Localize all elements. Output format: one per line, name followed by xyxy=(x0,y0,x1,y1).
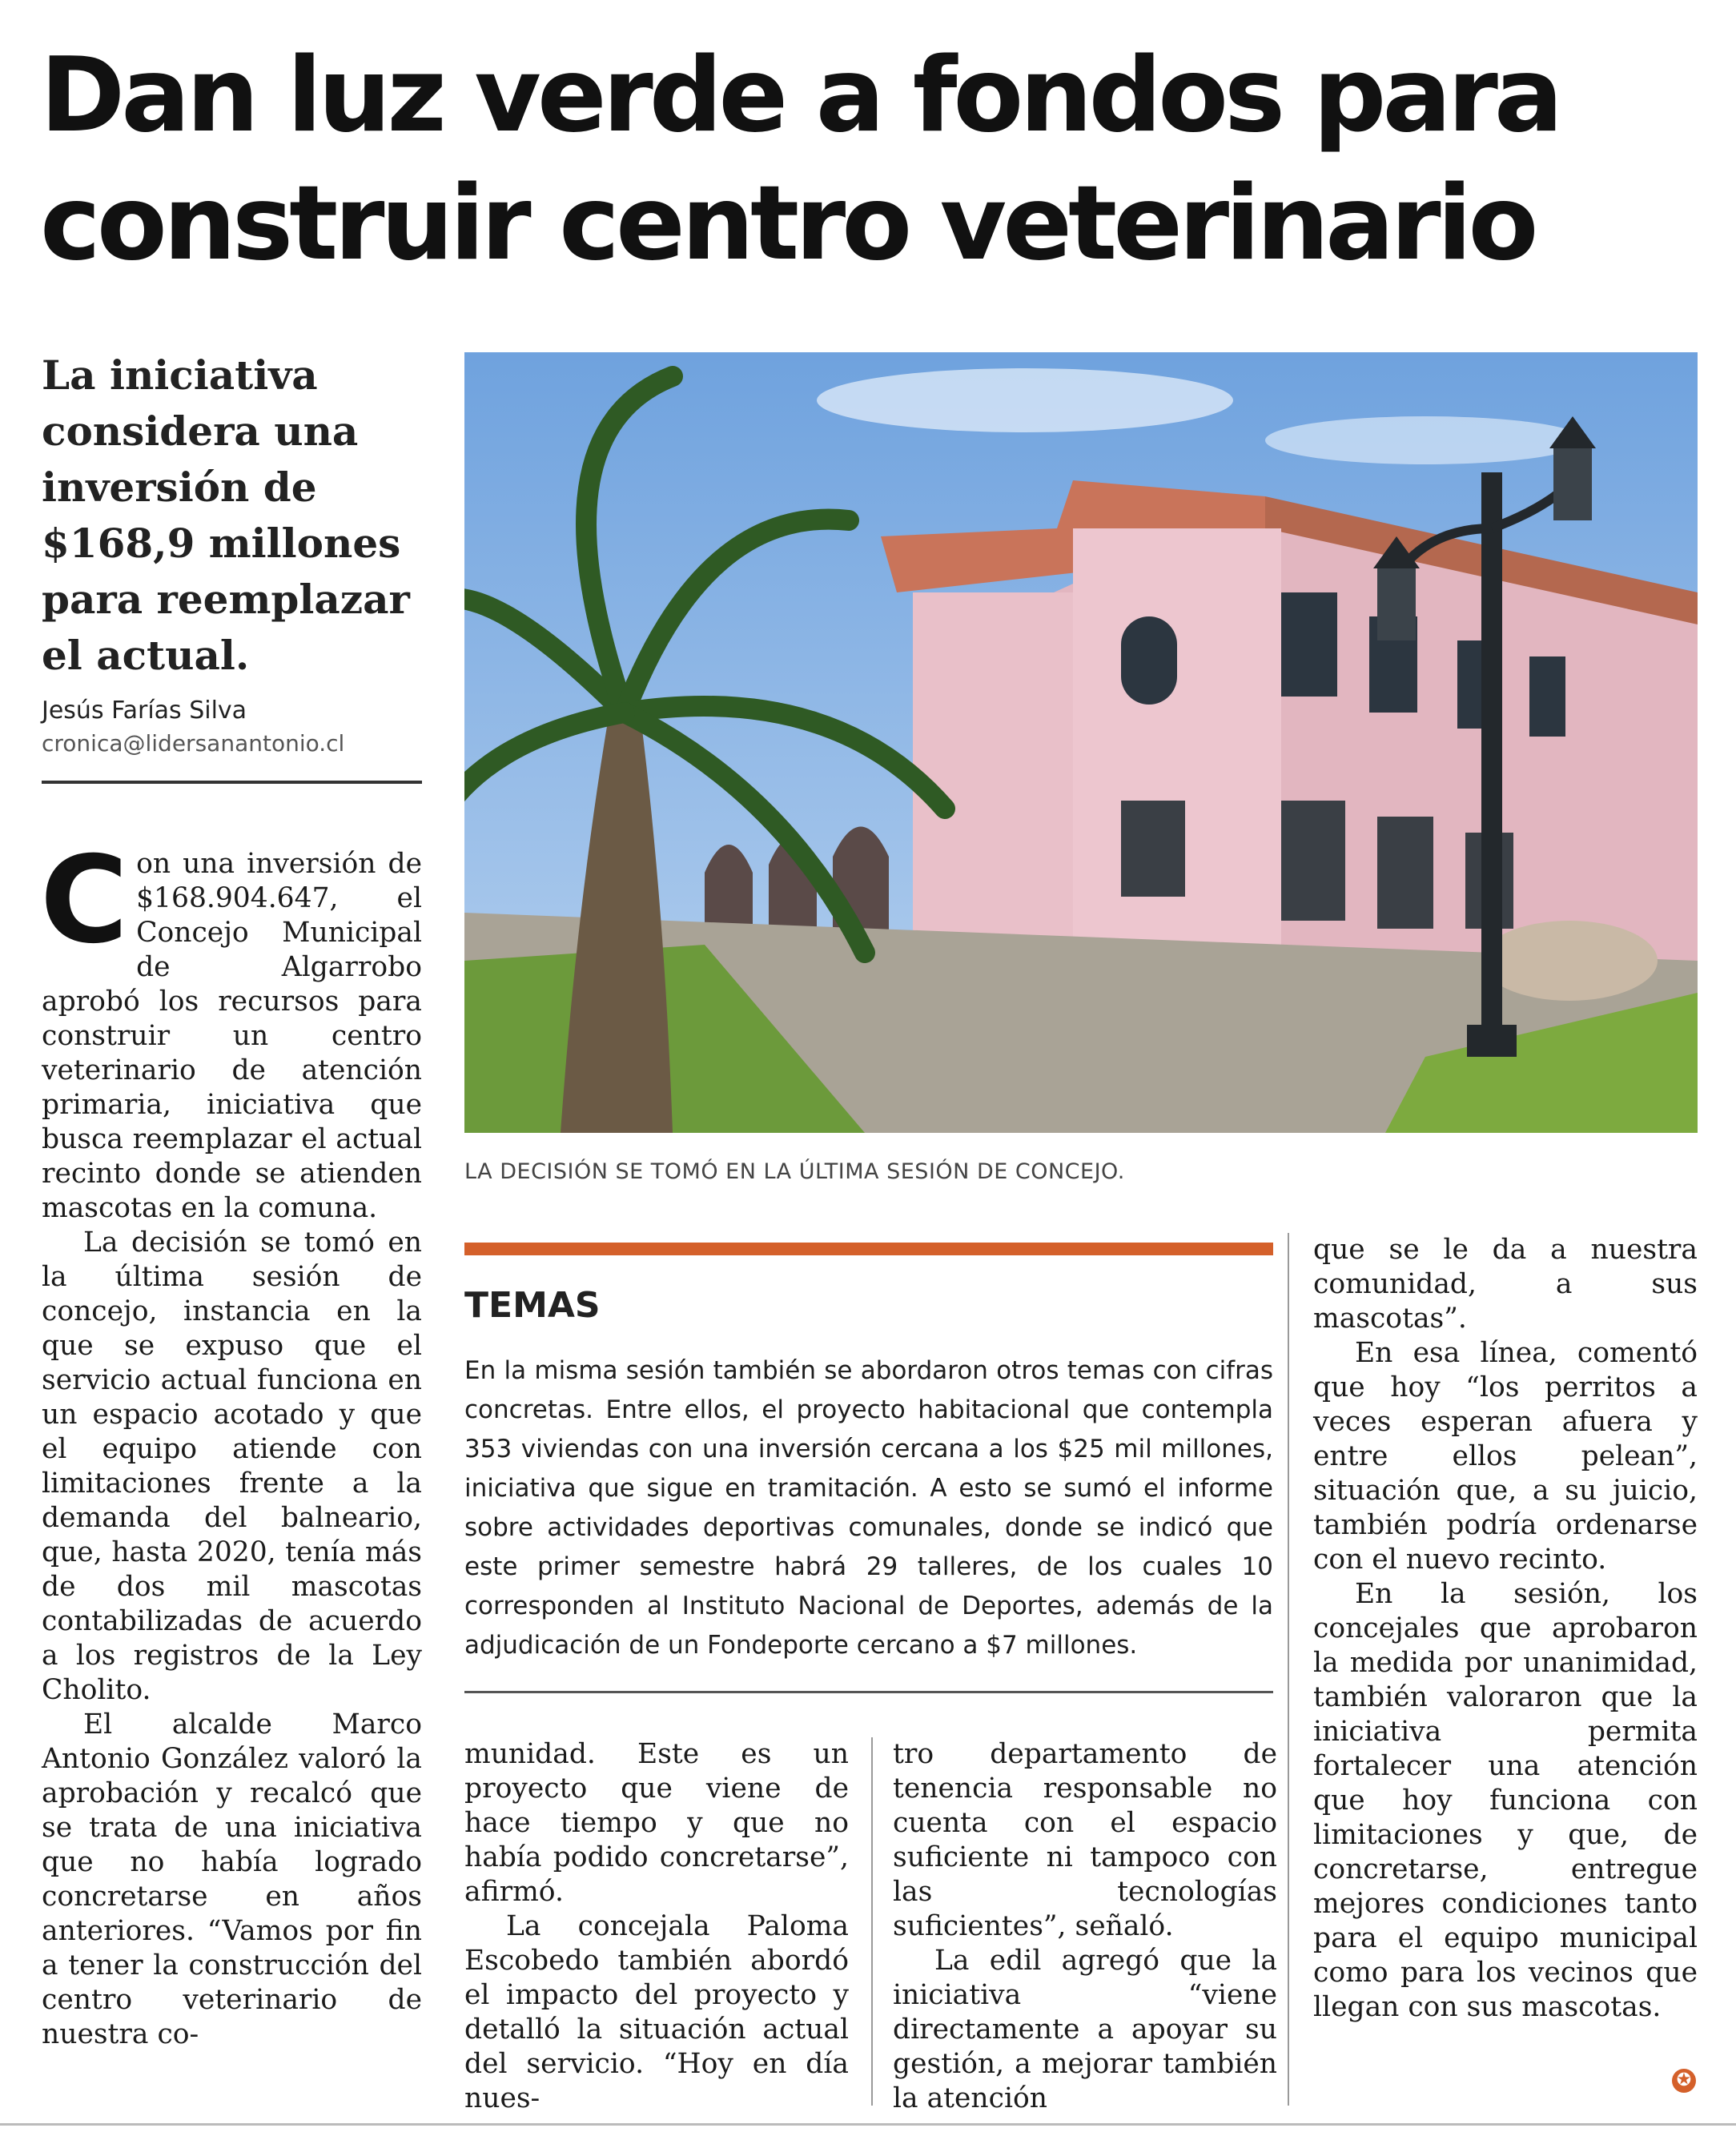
photo-caption: LA DECISIÓN SE TOMÓ EN LA ÚLTIMA SESIÓN DE CONCEJO. xyxy=(464,1159,1125,1184)
lead-paragraph xyxy=(40,831,422,1226)
body-paragraph: munidad. Este es un proyecto que viene de hace tiempo y que no había podido concretarse”, afirmó. xyxy=(464,1738,849,1908)
body-paragraph: La concejala Paloma Escobedo también abordó el impacto del proyecto y detalló la situación actual del servicio. “Hoy en día nues- xyxy=(464,1910,849,2114)
body-paragraph: La edil agregó que la iniciativa “viene directamente a apoyar su gestión, a mejorar también la atención xyxy=(893,1945,1277,2114)
body-paragraph: que se le da a nuestra comunidad, a sus mascotas”. xyxy=(1313,1234,1698,1335)
sidebar-title: TEMAS xyxy=(464,1285,601,1326)
headline xyxy=(40,32,1706,288)
lead-paragraph-text: on una inversión de $168.904.647, el Concejo Municipal de Algarrobo aprobó los recursos para construir un centro veterinario de atención primaria, iniciativa que busca reemplazar el actual recinto donde se atienden mascotas en la comuna. xyxy=(42,848,422,1224)
article-photo xyxy=(464,352,1698,1133)
byline-divider xyxy=(42,781,422,784)
byline-email: cronica@lidersanantonio.cl xyxy=(42,730,345,757)
body-paragraph: tro departamento de tenencia responsable no cuenta con el espacio suficiente ni tampoco con las tecnologías suficientes”, señaló. xyxy=(893,1738,1277,1942)
article-column-3 xyxy=(893,1737,1277,2116)
article-column-4 xyxy=(1313,1233,1698,2025)
sidebar-body: En la misma sesión también se abordaron otros temas con cifras concretas. Entre ellos, el proyecto habitacional que contempla 353 viviendas con una inversión cercana a los $25 mil millones, iniciativa que sigue en tramitación. A esto se sumó el informe sobre actividades deportivas comunales, donde se indicó que este primer semestre habrá 29 talleres, de los cuales 10 corresponden al Instituto Nacional de Deportes, además de la adjudicación de un Fondeporte cercano a $7 millones. xyxy=(464,1356,1273,1660)
column-divider xyxy=(871,1737,873,2106)
headline-line-2: construir centro veterinario xyxy=(40,164,1535,283)
body-paragraph: La decisión se tomó en la última sesión de concejo, instancia en la que se expuso que el servicio actual funciona en un espacio acotado y que el equipo atiende con limitaciones frente a la demanda del balneario, que, hasta 2020, tenía más de dos mil mascotas contabilizadas de acuerdo a los registros de la Ley Cholito. xyxy=(42,1227,422,1706)
end-of-article-icon: ✪ xyxy=(1672,2069,1696,2093)
body-paragraph: En esa línea, comentó que hoy “los perritos a veces esperan afuera y entre ellos pelean”, situación que, a su juicio, también podría ordenarse con el nuevo recinto. xyxy=(1313,1337,1698,1576)
headline-line-1: Dan luz verde a fondos para xyxy=(40,36,1560,155)
page-bottom-rule xyxy=(0,2123,1736,2126)
deck-subtitle: La iniciativa considera una inversión de $168,9 millones para reemplazar el actual. xyxy=(42,351,410,679)
body-paragraph: En la sesión, los concejales que aprobaron la medida por unanimidad, también valoraron que la iniciativa permita fortalecer una atención que hoy funciona con limitaciones y que, de concretarse, entregue mejores condiciones tanto para el equipo municipal como para los vecinos que llegan con sus mascotas. xyxy=(1313,1578,1698,2023)
article-column-1 xyxy=(40,831,422,2052)
drop-cap: C xyxy=(40,831,129,970)
building-photo-illustration xyxy=(464,352,1698,1133)
sidebar-bottom-rule xyxy=(464,1691,1273,1693)
article-column-2 xyxy=(464,1737,849,2116)
byline-author: Jesús Farías Silva xyxy=(42,697,247,725)
sidebar-accent-bar xyxy=(464,1243,1273,1255)
body-paragraph: El alcalde Marco Antonio González valoró la aprobación y recalcó que se trata de una iniciativa que no había logrado concretarse en años anteriores. “Vamos por fin a tener la construcción del centro veterinario de nuestra co- xyxy=(42,1708,422,2050)
column-divider xyxy=(1288,1233,1289,2106)
